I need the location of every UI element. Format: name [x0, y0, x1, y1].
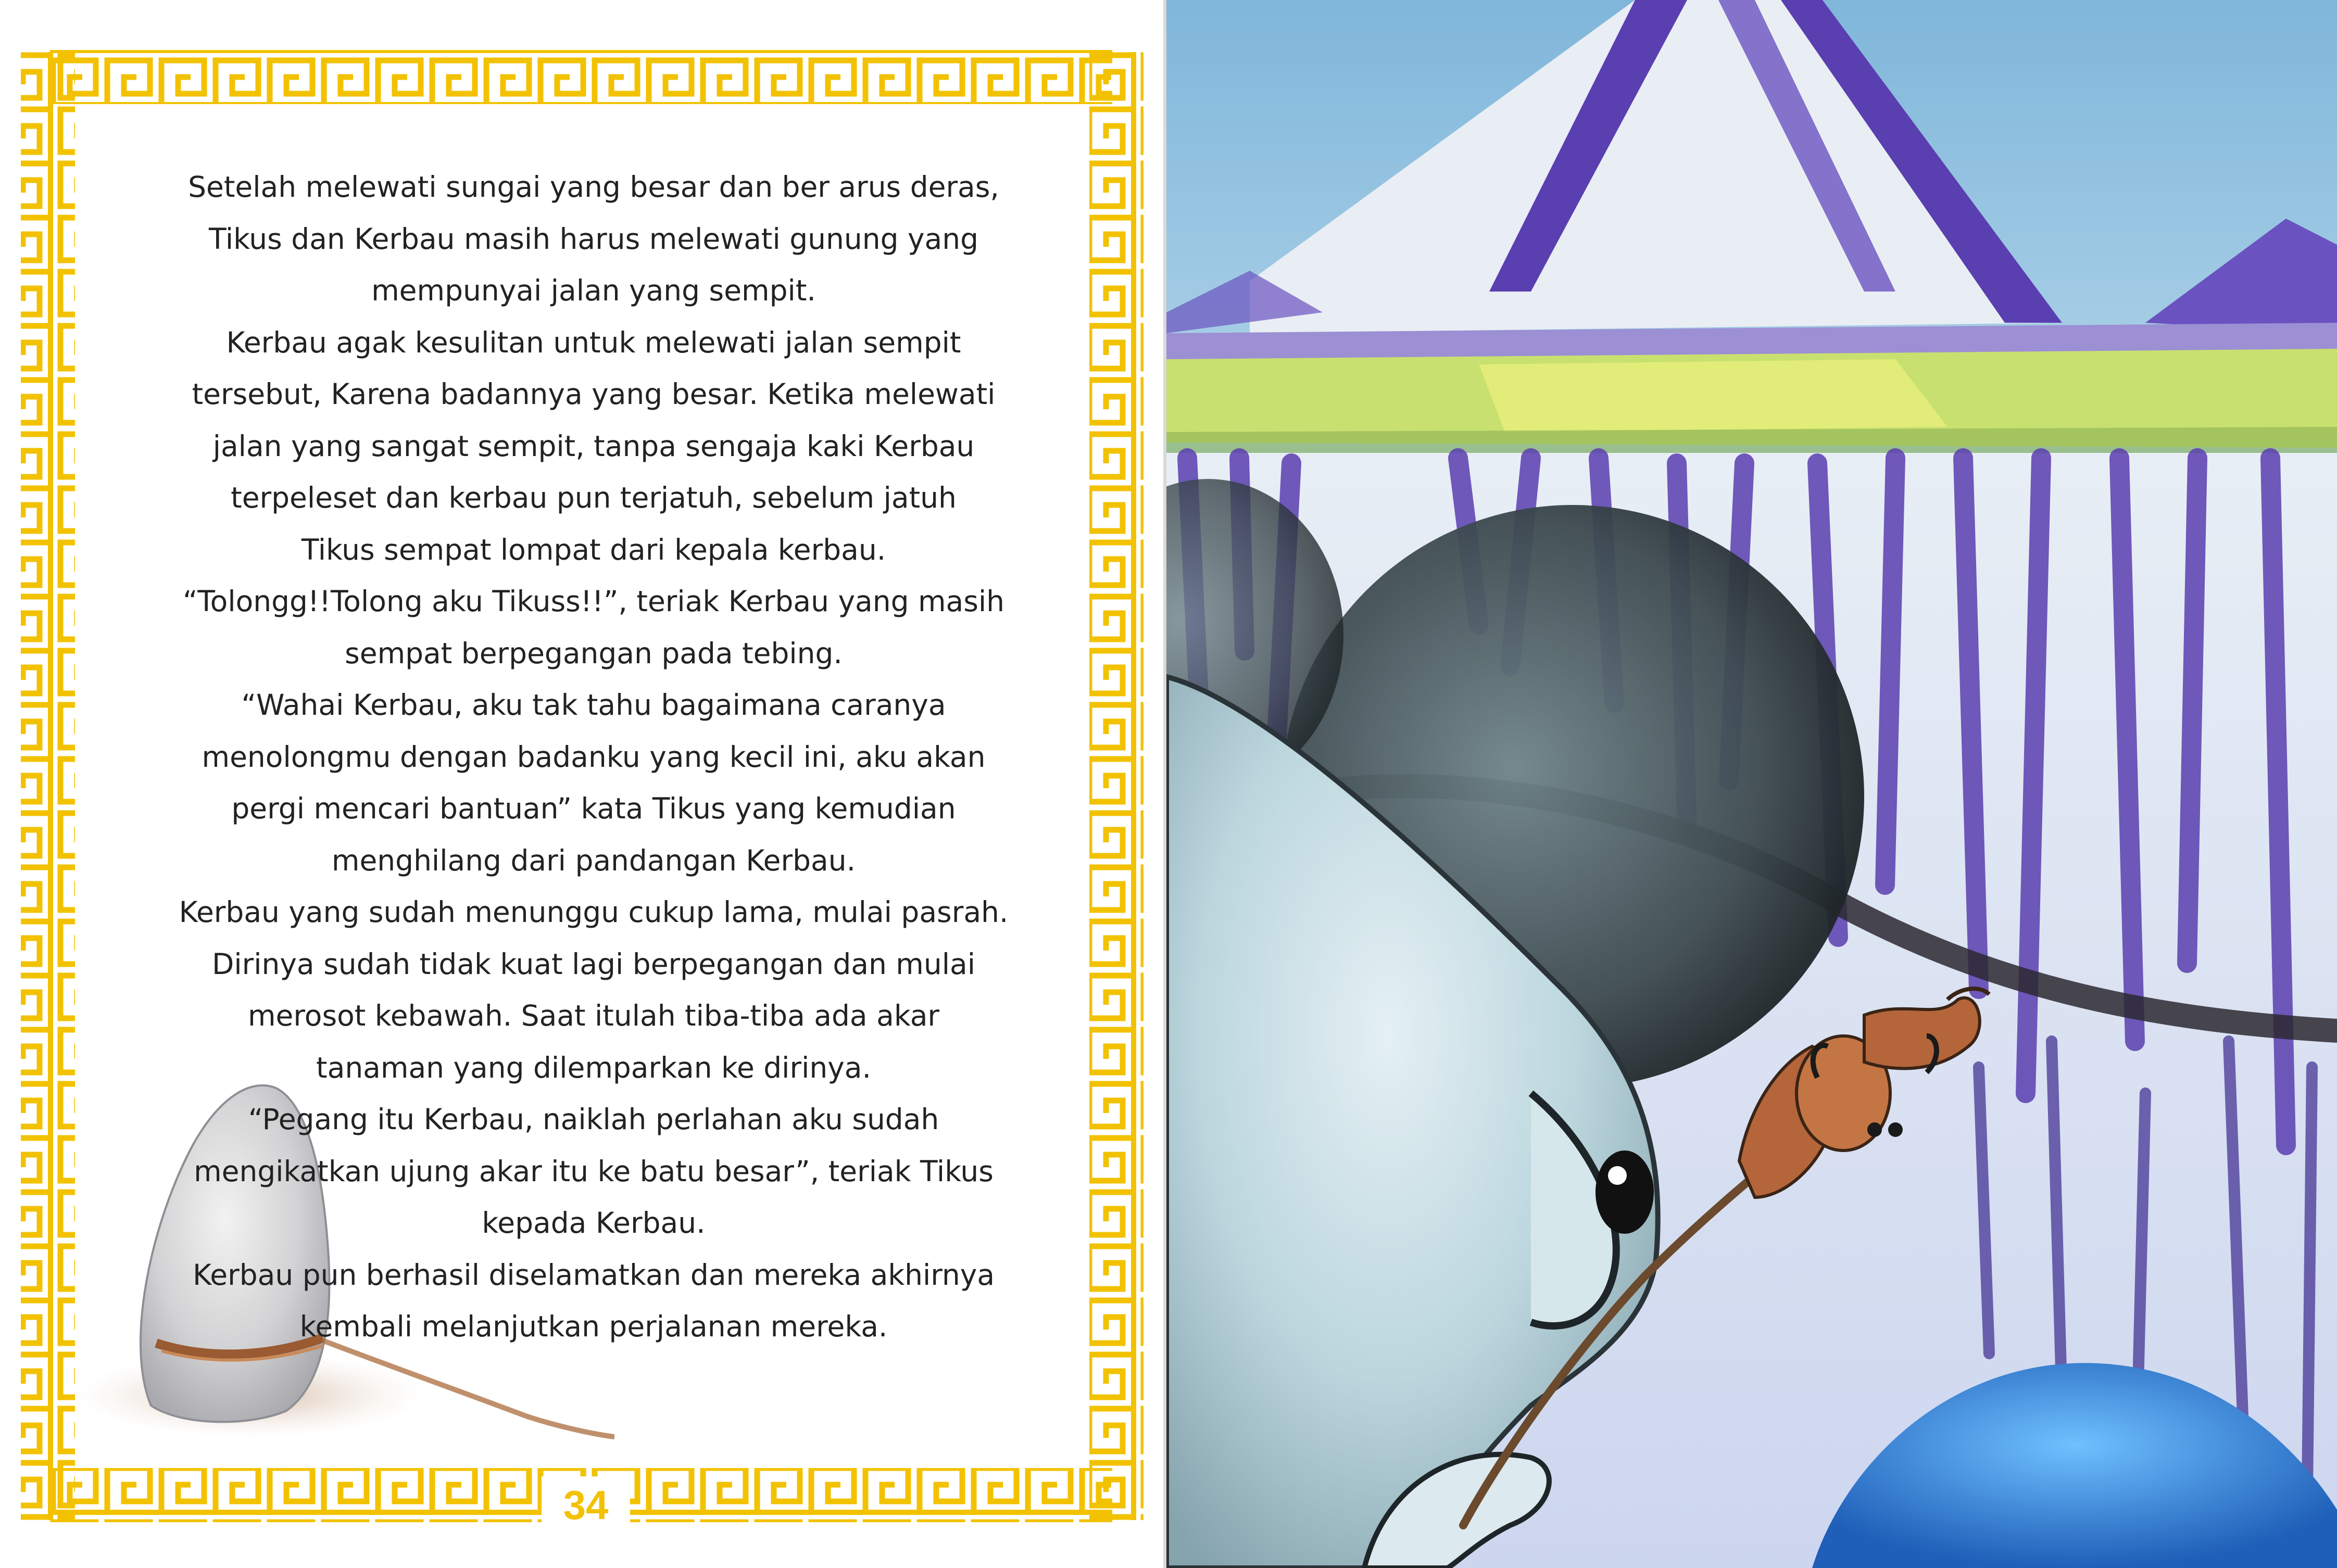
mouse-and-buffalo-cliff-illustration [1166, 0, 2337, 1568]
story-line: pergi mencari bantuan” kata Tikus yang kemudian [231, 792, 956, 825]
story-line: kepada Kerbau. [482, 1206, 706, 1240]
story-line: Tikus sempat lompat dari kepala kerbau. [301, 533, 886, 566]
story-line: Kerbau pun berhasil diselamatkan dan mereka akhirnya [192, 1258, 995, 1292]
story-line: Dirinya sudah tidak kuat lagi berpegangan dan mulai [211, 947, 975, 981]
story-line: kembali melanjutkan perjalanan mereka. [299, 1310, 888, 1343]
story-line: menghilang dari pandangan Kerbau. [331, 843, 856, 877]
page-number: 34 [542, 1476, 630, 1534]
text-page [0, 0, 1164, 1568]
story-line: merosot kebawah. Saat itulah tiba-tiba ada akar [247, 999, 940, 1032]
story-line: “Wahai Kerbau, aku tak tahu bagaimana caranya [241, 688, 946, 722]
illustration-page [1166, 0, 2337, 1568]
story-line: tanaman yang dilemparkan ke dirinya. [316, 1051, 871, 1084]
story-line: mempunyai jalan yang sempit. [371, 274, 816, 307]
story-line: tersebut, Karena badannya yang besar. Ketika melewati [192, 377, 996, 411]
story-line: jalan yang sangat sempit, tanpa sengaja kaki Kerbau [212, 429, 975, 463]
story-line: “Tolongg!!Tolong aku Tikuss!!”, teriak Kerbau yang masih [182, 585, 1005, 618]
story-line: Kerbau agak kesulitan untuk melewati jalan sempit [226, 325, 961, 359]
story-text [167, 161, 1021, 1353]
story-line: Setelah melewati sungai yang besar dan ber arus deras, [188, 170, 999, 204]
story-line: Tikus dan Kerbau masih harus melewati gunung yang [208, 222, 979, 256]
story-line: menolongmu dengan badanku yang kecil ini, aku akan [202, 740, 986, 774]
story-line: “Pegang itu Kerbau, naiklah perlahan aku sudah [248, 1103, 939, 1136]
story-line: sempat berpegangan pada tebing. [345, 636, 843, 670]
story-line: Kerbau yang sudah menunggu cukup lama, mulai pasrah. [179, 895, 1009, 929]
story-line: mengikatkan ujung akar itu ke batu besar”, teriak Tikus [194, 1154, 994, 1188]
story-line: terpeleset dan kerbau pun terjatuh, sebelum jatuh [231, 481, 957, 514]
